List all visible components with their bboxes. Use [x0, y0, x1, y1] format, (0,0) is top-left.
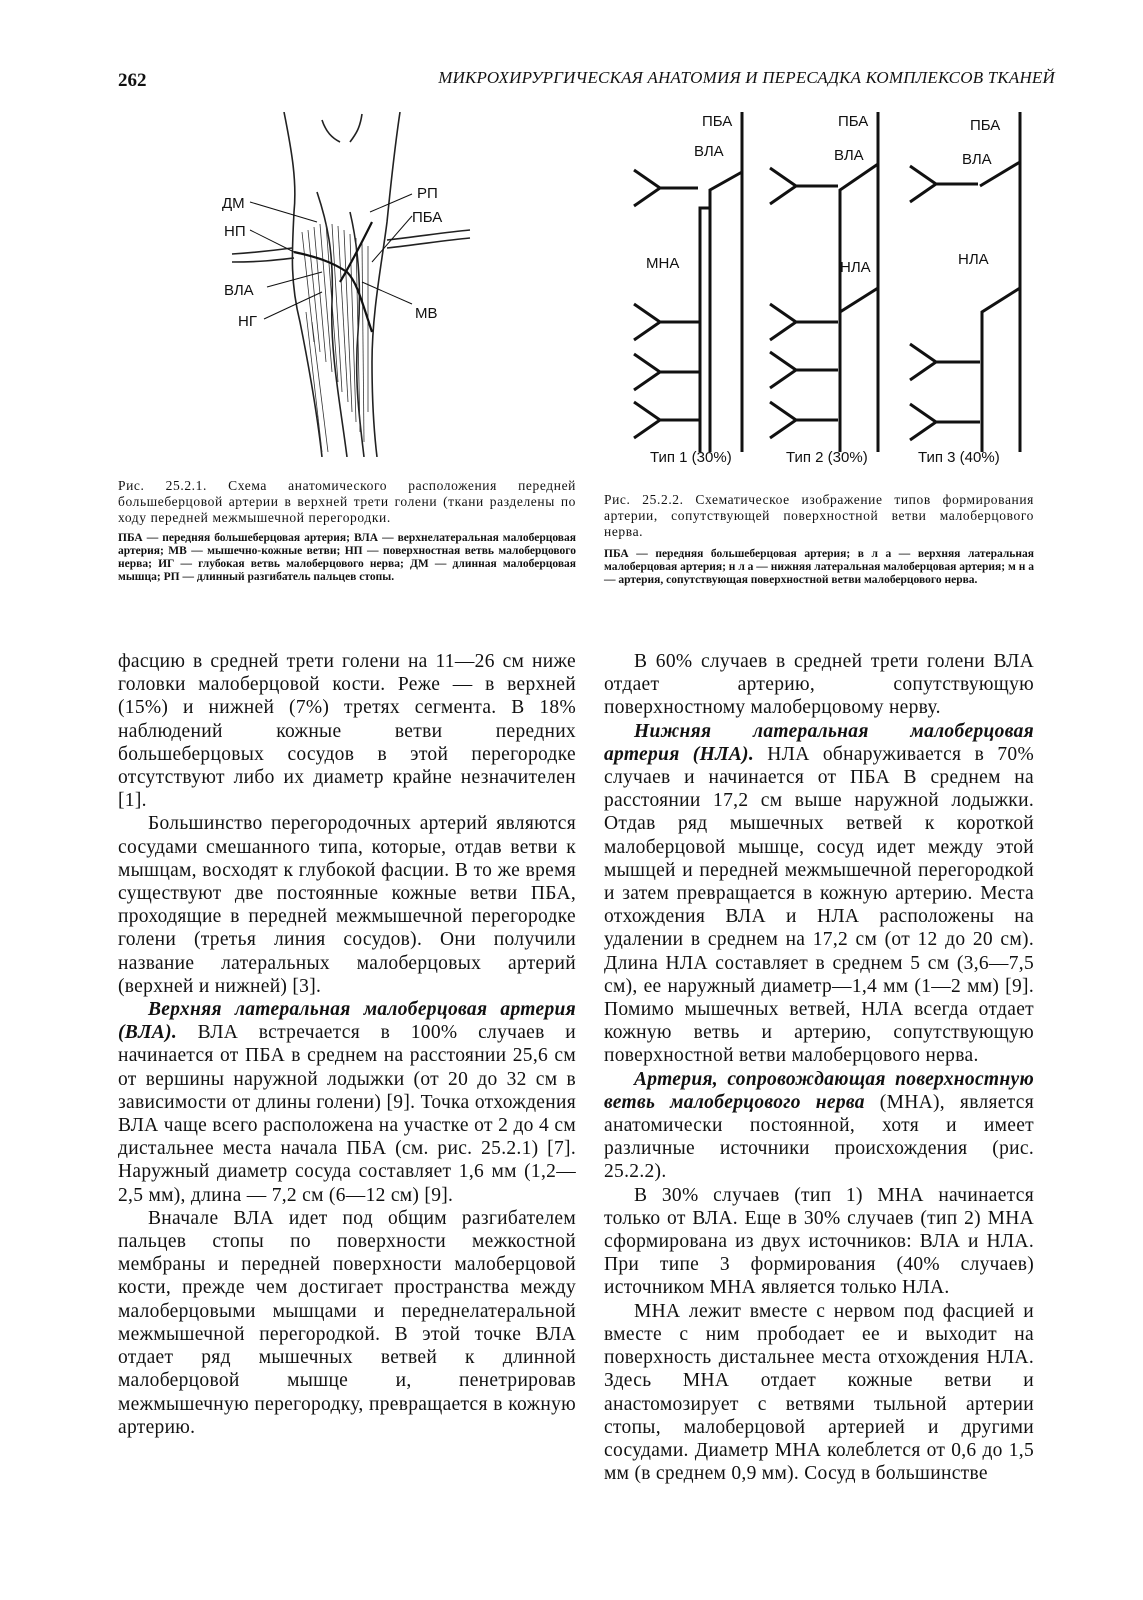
- right-paragraph-4: В 30% случаев (тип 1) МНА начинается только от ВЛА. Еще в 30% случаев (тип 2) МНА сформирована из двух источников: ВЛА и НЛА. При типе 3 формирования (40% случаев) источником МНА является только НЛА.: [604, 1184, 1034, 1299]
- mna-text: (МНА), является анатомически постоянной, хотя и имеет различные источники происхождения (рис. 25.2.2).: [604, 1091, 1034, 1183]
- t2-nla-label: НЛА: [840, 259, 871, 276]
- type2-label: Тип 2 (30%): [786, 449, 868, 466]
- t2-pba-label: ПБА: [838, 113, 869, 130]
- running-title: МИКРОХИРУРГИЧЕСКАЯ АНАТОМИЯ И ПЕРЕСАДКА КОМПЛЕКСОВ ТКАНЕЙ: [438, 68, 1055, 87]
- figure1-legend: ПБА — передняя большеберцовая артерия; ВЛА — верхнелатеральная малоберцовая артерия; МВ — мышечно-кожные ветви; НП — поверхностная ветвь малоберцового нерва; ИГ — глубокая ветвь малоберцового нерва; ДМ — длинная малоберцовая мышца; РП — длинный разгибатель пальцев стопы.: [118, 532, 576, 583]
- right-paragraph-3: [604, 1068, 1034, 1184]
- left-column: [118, 650, 576, 1439]
- left-paragraph-4: Вначале ВЛА идет под общим разгибателем пальцев стопы по поверхности межкостной мембраны и передней поверхности малоберцовой кости, прежде чем достигает пространства между малоберцовыми мышцами и переднелатеральной межмышечной перегородкой. В этой точке ВЛА отдает ряд мышечных ветвей к длинной малоберцовой мышце и, пенетрировав межмышечную перегородку, превращается в кожную артерию.: [118, 1207, 576, 1438]
- left-paragraph-2: Большинство перегородочных артерий являются сосудами смешанного типа, которые, отдав ветви к мышцам, восходят к глубокой фасции. В то же время существуют две постоянные кожные ветви ПБА, проходящие в передней межмышечной перегородке голени (третья линия сосудов). Они получили название латеральных малоберцовых артерий (верхней и нижней) [3].: [118, 813, 576, 997]
- t3-nla-label: НЛА: [958, 251, 989, 268]
- anatomy-drawing: [222, 112, 472, 457]
- label-mv: МВ: [415, 305, 438, 322]
- type3-label: Тип 3 (40%): [918, 449, 1000, 466]
- label-rp: РП: [417, 185, 438, 202]
- label-pba: ПБА: [412, 209, 443, 226]
- label-dm: ДМ: [222, 195, 245, 212]
- types-schematic-drawing: [630, 112, 1050, 472]
- t1-mna-label: МНА: [646, 255, 680, 272]
- right-paragraph-2: [604, 720, 1034, 1068]
- label-np: НП: [224, 223, 246, 240]
- nla-heading: Нижняя латеральная малоберцовая артерия (НЛА).: [604, 720, 1034, 765]
- figure2-caption: Рис. 25.2.2. Схематическое изображение типов формирования артерии, сопутствующей поверхностной ветви малоберцового нерва.: [604, 492, 1034, 539]
- figure1-caption: Рис. 25.2.1. Схема анатомического расположения передней большеберцовой артерии в верхней трети голени (ткани разделены по ходу передней межмышечной перегородки.: [118, 478, 576, 525]
- figure-anatomy-sketch: [222, 112, 472, 457]
- right-paragraph-5: МНА лежит вместе с нервом под фасцией и вместе с ним прободает ее и выходит на поверхность дистальнее места отхождения НЛА. Здесь МНА отдает кожные ветви и анастомозирует с ветвями тыльной артерии стопы, малоберцовой артерией и другими сосудами. Диаметр МНА колеблется от 0,6 до 1,5 мм (в среднем 0,9 мм). Сосуд в большинстве: [604, 1300, 1034, 1485]
- vla-heading: Верхняя латеральная малоберцовая артерия (ВЛА).: [118, 999, 576, 1044]
- type1-label: Тип 1 (30%): [650, 449, 732, 466]
- figure-types-schematic: [630, 112, 1050, 472]
- right-paragraph-1: В 60% случаев в средней трети голени ВЛА отдает артерию, сопутствующую поверхностному малоберцовому нерву.: [604, 651, 1034, 719]
- t1-vla-label: ВЛА: [694, 143, 724, 160]
- t3-pba-label: ПБА: [970, 117, 1001, 134]
- label-vla: ВЛА: [224, 282, 254, 299]
- t3-vla-label: ВЛА: [962, 151, 992, 168]
- label-ng: НГ: [238, 313, 257, 330]
- vla-text: ВЛА встречается в 100% случаев и начинается от ПБА в среднем на расстоянии 25,6 см от вершины наружной лодыжки (от 20 до 32 см в зависимости от длины голени) [9]. Точка отхождения ВЛА чаще всего расположена на участке от 2 до 4 см дистальнее места начала ПБА (см. рис. 25.2.1) [7]. Наружный диаметр сосуда составляет 1,6 мм (1,2—2,5 мм), длина — 7,2 см (6—12 см) [9].: [118, 1022, 576, 1206]
- nla-text: НЛА обнаруживается в 70% случаев и начинается от ПБА В среднем на расстоянии 17,2 см выше наружной лодыжки. Отдав ряд мышечных ветвей к короткой малоберцовой мышце, сосуд идет между этой мышцей и передней межмышечной перегородкой и затем превращается в кожную артерию. Места отхождения ВЛА и НЛА расположены на удалении в среднем на 17,2 см (от 12 до 20 см). Длина НЛА составляет в среднем 5 см (3,6—7,5 см), ее наружный диаметр—1,4 мм (1—2 мм) [9]. Помимо мышечных ветвей, НЛА всегда отдает кожную ветвь и артерию, сопутствующую поверхностной ветви малоберцового нерва.: [604, 743, 1034, 1067]
- figure2-legend: ПБА — передняя большеберцовая артерия; в л а — верхняя латеральная малоберцовая артерия; н л а — нижняя латеральная малоберцовая артерия; м н а — артерия, сопутствующая поверхностной ветви малоберцового нерва.: [604, 548, 1034, 586]
- left-paragraph-3: [118, 998, 576, 1207]
- mna-heading: Артерия, сопровождающая поверхностную ветвь малоберцового нерва: [604, 1068, 1034, 1113]
- t2-vla-label: ВЛА: [834, 147, 864, 164]
- t1-pba-label: ПБА: [702, 113, 733, 130]
- right-column: [604, 650, 1034, 1485]
- page-number: 262: [118, 70, 147, 91]
- left-paragraph-1: фасцию в средней трети голени на 11—26 см ниже головки малоберцовой кости. Реже — в верхней (15%) и нижней (7%) третях сегмента. В 18% наблюдений кожные ветви передних большеберцовых сосудов в этой перегородке отсутствуют либо их диаметр крайне незначителен [1].: [118, 651, 576, 812]
